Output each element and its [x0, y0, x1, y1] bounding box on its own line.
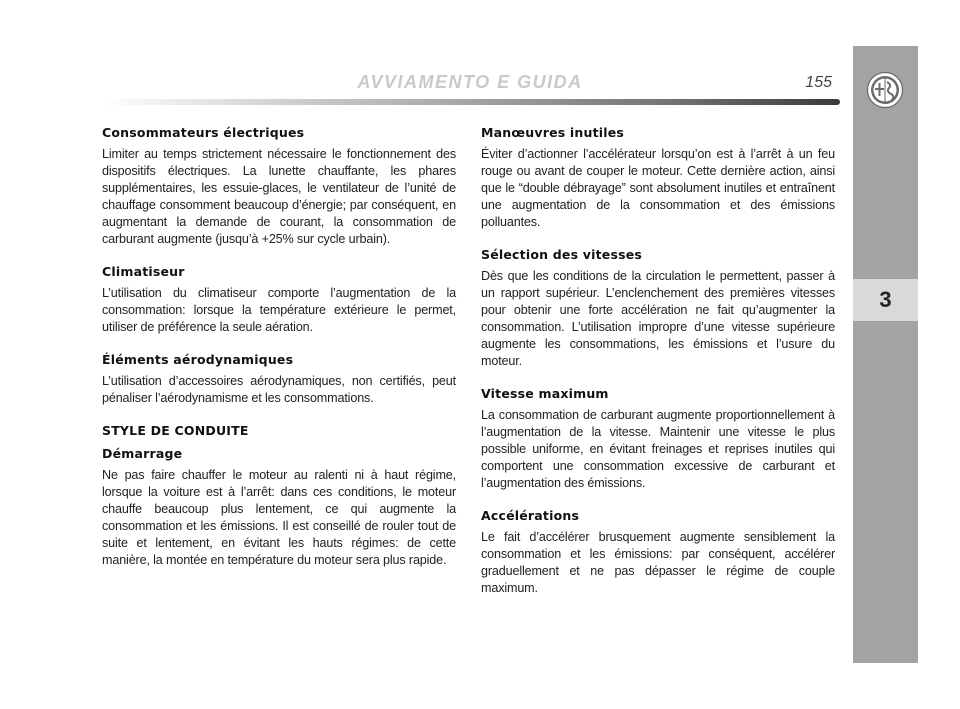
left-column: [102, 125, 456, 585]
section-heading: STYLE DE CONDUITE: [102, 423, 249, 438]
section-text: L’utilisation d’accessoires aérodynamiques, non certifiés, peut pénaliser l’aérodynamisme et les consommations.: [102, 374, 456, 405]
chapter-number: 3: [879, 287, 892, 312]
section-text: La consommation de carburant augmente proportionnellement à l’augmentation de la vitesse. Maintenir une vitesse le plus possible uniforme, en évitant freinages et reprises inutiles qui comportent une consommation excessive de carburant et l’augmentation des émissions.: [481, 408, 835, 490]
header-divider: [100, 99, 840, 105]
section-text: Éviter d’actionner l’accélérateur lorsqu’on est à l’arrêt à un feu rouge ou avant de couper le moteur. Cette dernière action, ainsi que le “double débrayage” sont absolument inutiles et entraînent une augmentation de la consommation et des émissions polluantes.: [481, 147, 835, 229]
section-heading: Accélérations: [481, 508, 580, 523]
section-heading: Climatiseur: [102, 264, 185, 279]
section-text: L’utilisation du climatiseur comporte l’augmentation de la consommation: lorsque la température extérieure le permet, utiliser de préférence la seule aération.: [102, 286, 456, 334]
section-text: Limiter au temps strictement nécessaire le fonctionnement des dispositifs électriques. La lunette chauffante, les phares supplémentaires, les essuie-glaces, le ventilateur de l’unité de chauffage consomment beaucoup d’énergie; par conséquent, en augmentant la demande de courant, la consommation de carburant augmente (jusqu’à +25% sur cycle urbain).: [102, 147, 456, 246]
section-heading: Sélection des vitesses: [481, 247, 643, 262]
right-column: [481, 125, 835, 613]
chapter-title: AVVIAMENTO E GUIDA: [357, 72, 583, 92]
section-text: Dès que les conditions de la circulation le permettent, passer à un rapport supérieur. L’enclenchement des premières vitesses pour obtenir une forte accélération ne fait qu’augmenter la consommation. L’utilisation impropre d’une vitesse supérieure augmente les consommations, les émissions et l’usure du moteur.: [481, 269, 835, 368]
section-heading: Démarrage: [102, 446, 183, 461]
section-text: Ne pas faire chauffer le moteur au ralenti ni à haut régime, lorsque la voiture est à l’arrêt: dans ces conditions, le moteur chauffe beaucoup plus lentement, ce qui augmente la consommation et les émissions. Il est conseillé de rouler tout de suite et lentement, en évitant les hauts régimes: de cette manière, la montée en température du moteur sera plus rapide.: [102, 468, 456, 567]
section-heading: Vitesse maximum: [481, 386, 609, 401]
section-text: Le fait d’accélérer brusquement augmente sensiblement la consommation et les émissions: par conséquent, accélérer graduellement et ne pas dépasser le régime de couple maximum.: [481, 530, 835, 595]
section-heading: Éléments aérodynamiques: [102, 352, 294, 367]
brand-logo-icon: [866, 71, 904, 109]
side-tab: [853, 46, 918, 663]
chapter-tab[interactable]: [853, 279, 918, 321]
page-header: [100, 68, 840, 98]
section-heading: Consommateurs électriques: [102, 125, 305, 140]
section-heading: Manœuvres inutiles: [481, 125, 625, 140]
page-number: 155: [805, 74, 832, 91]
